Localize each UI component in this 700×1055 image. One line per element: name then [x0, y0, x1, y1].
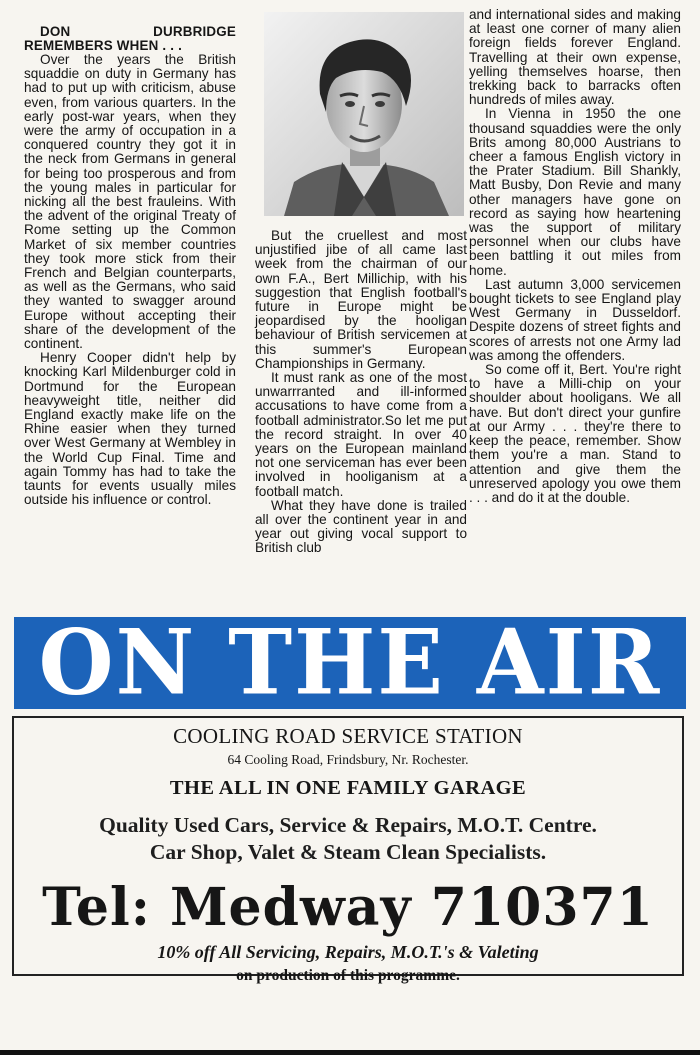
author-photo: [264, 12, 464, 216]
ad-tagline: THE ALL IN ONE FAMILY GARAGE: [169, 777, 527, 799]
bottom-rule: [0, 1050, 700, 1055]
ad-services-line: Quality Used Cars, Service & Repairs, M.O.T. Centre.: [99, 813, 597, 837]
article-paragraph: Over the years the British squaddie on duty in Germany has had to put up with criticism, abuse even, from various quarters. In the early post-war years, when they were the army of occupation in a conquered country they got it in the neck from Germans in general for being too prosperous and from the young males in particular for nicking all the best frauleins. With the advent of the original Treaty of Rome setting up the Common Market of six member countries they took more stick from their French and Belgian counterparts, as well as the Germans, who said they wanted to swagger around Europe without accepting their share of the development of the continent.: [24, 52, 236, 352]
ad-services-line: Car Shop, Valet & Steam Clean Specialists.: [149, 840, 547, 864]
article-column-3: [469, 8, 681, 505]
ad-offer: 10% off All Servicing, Repairs, M.O.T.'s & Valeting: [157, 942, 539, 962]
article-paragraph: What they have done is trailed all over the continent year in and year out giving vocal support to British club: [255, 497, 467, 556]
ad-note: on production of this programme.: [236, 967, 460, 984]
article: [24, 8, 684, 612]
garage-advertisement: [12, 716, 684, 984]
article-paragraph: Henry Cooper didn't help by knocking Karl Mildenburger cold in Dortmund for the European heavyweight title, neither did England exactly make life on the Rhine easier when they turned over West Germany at Wembley in the World Cup Final. Time and again Tommy has had to take the taunts for events usually miles outside his influence or control.: [24, 350, 236, 508]
portrait-image: [264, 12, 464, 216]
article-paragraph: So come off it, Bert. You're right to have a Milli-chip on your shoulder about hooligans. We all have. But don't direct your gunfire at our Army . . . they're there to keep the peace, remember. Show them you're a man. Stand to attention and give them the unreserved apology you owe them . . . and do it at the double.: [469, 362, 681, 505]
banner-title: ON THE AIR: [38, 609, 662, 716]
article-headline: DON DURBRIDGE REMEMBERS WHEN . . .: [24, 24, 236, 53]
ad-address: 64 Cooling Road, Frindsbury, Nr. Rochester.: [227, 752, 469, 767]
article-column-2: [255, 229, 467, 556]
section-banner: [14, 609, 686, 716]
article-paragraph: But the cruellest and most unjustified jibe of all came last week from the chairman of our own F.A., Bert Millichip, with his suggestion that English football's future in Europe might be jeopardised by the hooligan behaviour of British servicemen at this summer's European Championships in Germany.: [255, 228, 467, 371]
article-column-1: [24, 25, 236, 508]
ad-phone: Tel: Medway 710371: [42, 877, 654, 938]
article-paragraph: It must rank as one of the most unwarrranted and ill-informed accusations to have come from a football administrator.So let me put the record straight. In over 40 years on the European mainland not one serviceman has ever been involved in hooliganism at a football match.: [255, 370, 467, 499]
article-paragraph: Last autumn 3,000 servicemen bought tickets to see England play West Germany in Dusseldorf. Despite dozens of street fights and scores of arrests not one Army lad was among the offenders.: [469, 276, 681, 363]
ad-business-name: COOLING ROAD SERVICE STATION: [173, 724, 523, 748]
ad-services: [14, 812, 682, 866]
article-paragraph: and international sides and making at least one corner of many alien foreign fields forever England. Travelling at their own expense, yelling themselves hoarse, then trekking back to barracks often hundreds of miles away.: [469, 7, 681, 108]
article-paragraph: In Vienna in 1950 the one thousand squaddies were the only Brits among 80,000 Austrians to cheer a famous English victory in the Prater Stadium. Bill Shankly, Matt Busby, Don Revie and many other managers have gone on record as saying how heartening was the support of military personnel when our clubs have been battling it out miles from home.: [469, 106, 681, 278]
